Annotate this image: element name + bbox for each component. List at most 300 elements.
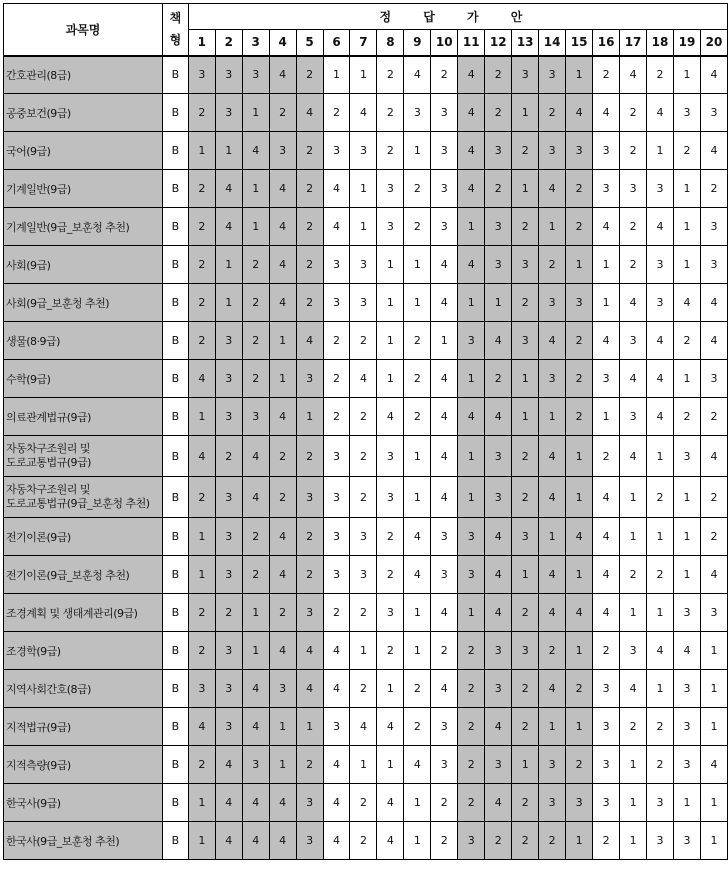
answer-cell: 2 — [431, 632, 458, 670]
answer-cell: 4 — [431, 436, 458, 477]
answer-cell: 3 — [485, 632, 512, 670]
answer-cell: 1 — [566, 708, 593, 746]
answer-cell: 1 — [674, 246, 701, 284]
booklet-cell: B — [162, 632, 188, 670]
answer-cell: 2 — [620, 246, 647, 284]
answer-cell: 3 — [323, 436, 350, 477]
booklet-cell: B — [162, 670, 188, 708]
answer-cell: 1 — [377, 322, 404, 360]
answer-cell: 1 — [512, 398, 539, 436]
answer-cell: 2 — [485, 94, 512, 132]
question-number-header: 7 — [350, 30, 377, 56]
answer-cell: 2 — [296, 170, 323, 208]
answer-cell: 1 — [269, 746, 296, 784]
answer-cell: 1 — [458, 477, 485, 518]
answer-cell: 4 — [323, 208, 350, 246]
answer-cell: 1 — [242, 594, 269, 632]
answer-cell: 4 — [404, 746, 431, 784]
answer-cell: 4 — [647, 398, 674, 436]
answer-cell: 1 — [458, 436, 485, 477]
answer-cell: 2 — [674, 322, 701, 360]
answer-cell: 2 — [647, 477, 674, 518]
subject-cell: 사회(9급) — [4, 246, 163, 284]
answer-cell: 1 — [269, 708, 296, 746]
answer-cell: 2 — [296, 208, 323, 246]
answer-cell: 2 — [458, 784, 485, 822]
answer-cell: 4 — [296, 94, 323, 132]
answers-group-header — [188, 4, 727, 30]
answer-cell: 2 — [377, 518, 404, 556]
question-number-header: 4 — [269, 30, 296, 56]
answer-cell: 3 — [215, 322, 242, 360]
answer-cell: 1 — [674, 56, 701, 94]
answer-cell: 2 — [647, 708, 674, 746]
answer-cell: 2 — [700, 170, 727, 208]
answer-cell: 3 — [620, 322, 647, 360]
subject-cell: 자동차구조원리 및 도로교통법규(9급_보훈청 추천) — [4, 477, 163, 518]
question-number-header: 15 — [566, 30, 593, 56]
answer-cell: 4 — [620, 360, 647, 398]
answer-cell: 1 — [458, 284, 485, 322]
answer-cell: 1 — [350, 746, 377, 784]
table-row — [4, 436, 728, 477]
answer-cell: 2 — [431, 784, 458, 822]
answer-cell: 4 — [215, 822, 242, 860]
answer-cell: 4 — [323, 670, 350, 708]
answer-cell: 2 — [512, 477, 539, 518]
subject-cell: 지역사회간호(8급) — [4, 670, 163, 708]
answer-cell: 4 — [431, 246, 458, 284]
answer-cell: 3 — [323, 132, 350, 170]
answer-cell: 3 — [593, 170, 620, 208]
answer-cell: 4 — [377, 398, 404, 436]
answer-cell: 3 — [674, 746, 701, 784]
question-number-header: 3 — [242, 30, 269, 56]
answer-cell: 3 — [323, 556, 350, 594]
answer-cell: 3 — [323, 518, 350, 556]
answer-cell: 4 — [242, 822, 269, 860]
answer-cell: 1 — [350, 56, 377, 94]
answer-cell: 3 — [539, 132, 566, 170]
answer-cell: 4 — [431, 284, 458, 322]
answer-cell: 3 — [215, 94, 242, 132]
answer-cell: 4 — [269, 170, 296, 208]
answer-cell: 2 — [404, 208, 431, 246]
answer-cell: 1 — [242, 632, 269, 670]
answer-cell: 2 — [377, 94, 404, 132]
table-row — [4, 594, 728, 632]
answer-cell: 1 — [539, 708, 566, 746]
answer-cell: 4 — [377, 822, 404, 860]
answer-cell: 2 — [350, 436, 377, 477]
answer-cell: 1 — [269, 322, 296, 360]
subject-cell: 한국사(9급) — [4, 784, 163, 822]
answer-cell: 4 — [431, 477, 458, 518]
subject-cell: 조경학(9급) — [4, 632, 163, 670]
answer-cell: 2 — [215, 594, 242, 632]
answer-cell: 1 — [323, 56, 350, 94]
answer-cell: 3 — [323, 246, 350, 284]
table-row — [4, 398, 728, 436]
answer-cell: 3 — [647, 784, 674, 822]
answer-cell: 2 — [593, 632, 620, 670]
answer-cell: 3 — [215, 518, 242, 556]
booklet-cell: B — [162, 822, 188, 860]
booklet-cell: B — [162, 284, 188, 322]
answer-cell: 2 — [593, 822, 620, 860]
answer-cell: 3 — [593, 708, 620, 746]
answer-cell: 1 — [539, 398, 566, 436]
answer-cell: 3 — [458, 322, 485, 360]
answer-cell: 1 — [296, 398, 323, 436]
answer-cell: 3 — [647, 170, 674, 208]
answer-cell: 4 — [269, 632, 296, 670]
answer-cell: 4 — [431, 594, 458, 632]
answer-cell: 1 — [512, 360, 539, 398]
subject-cell: 전기이론(9급) — [4, 518, 163, 556]
answer-cell: 1 — [404, 594, 431, 632]
answer-cell: 2 — [296, 246, 323, 284]
answer-cell: 2 — [350, 594, 377, 632]
answer-cell: 1 — [458, 208, 485, 246]
answer-cell: 4 — [377, 784, 404, 822]
answer-cell: 2 — [377, 56, 404, 94]
answer-cell: 2 — [431, 56, 458, 94]
answer-cell: 2 — [593, 56, 620, 94]
answer-cell: 3 — [377, 594, 404, 632]
answer-cell: 1 — [566, 632, 593, 670]
answer-cell: 4 — [485, 518, 512, 556]
answer-cell: 2 — [458, 746, 485, 784]
subject-cell: 조경계획 및 생태계관리(9급) — [4, 594, 163, 632]
answer-cell: 1 — [620, 746, 647, 784]
answer-cell: 4 — [700, 746, 727, 784]
answer-cell: 2 — [350, 670, 377, 708]
subject-column-header: 과목명 — [4, 4, 163, 56]
answer-cell: 4 — [593, 477, 620, 518]
answer-cell: 2 — [566, 170, 593, 208]
answer-cell: 2 — [458, 670, 485, 708]
question-number-header: 17 — [620, 30, 647, 56]
answer-cell: 1 — [566, 246, 593, 284]
answer-cell: 4 — [323, 822, 350, 860]
question-number-header: 11 — [458, 30, 485, 56]
answer-cell: 1 — [188, 556, 215, 594]
booklet-cell: B — [162, 518, 188, 556]
answer-cell: 1 — [620, 822, 647, 860]
answer-cell: 3 — [215, 708, 242, 746]
answer-cell: 4 — [458, 170, 485, 208]
answer-cell: 2 — [512, 132, 539, 170]
answer-cell: 3 — [539, 784, 566, 822]
answer-cell: 4 — [485, 594, 512, 632]
answer-cell: 4 — [620, 56, 647, 94]
answer-cell: 4 — [647, 360, 674, 398]
answer-cell: 1 — [188, 398, 215, 436]
answer-cell: 3 — [674, 670, 701, 708]
answer-cell: 2 — [620, 94, 647, 132]
answer-cell: 3 — [458, 556, 485, 594]
table-row — [4, 518, 728, 556]
answer-cell: 1 — [674, 360, 701, 398]
answer-cell: 3 — [700, 208, 727, 246]
answer-cell: 1 — [215, 246, 242, 284]
answer-cell: 4 — [647, 632, 674, 670]
answer-cell: 1 — [566, 436, 593, 477]
answer-cell: 4 — [700, 132, 727, 170]
answer-cell: 2 — [296, 518, 323, 556]
answer-cell: 4 — [620, 436, 647, 477]
answer-cell: 1 — [539, 518, 566, 556]
answer-cell: 2 — [458, 632, 485, 670]
answer-cell: 1 — [377, 246, 404, 284]
answer-cell: 1 — [188, 822, 215, 860]
answer-cell: 1 — [700, 822, 727, 860]
answer-cell: 4 — [242, 132, 269, 170]
question-number-header: 8 — [377, 30, 404, 56]
answer-cell: 2 — [539, 632, 566, 670]
answer-cell: 4 — [458, 56, 485, 94]
answer-cell: 1 — [674, 170, 701, 208]
answer-cell: 3 — [431, 132, 458, 170]
answer-cell: 3 — [485, 670, 512, 708]
answer-cell: 3 — [296, 822, 323, 860]
answer-cell: 4 — [323, 632, 350, 670]
answer-cell: 1 — [593, 284, 620, 322]
answer-cell: 3 — [242, 398, 269, 436]
answer-cell: 4 — [269, 208, 296, 246]
answer-cell: 3 — [700, 94, 727, 132]
answer-cell: 3 — [350, 556, 377, 594]
answer-cell: 3 — [674, 708, 701, 746]
answer-cell: 3 — [431, 746, 458, 784]
answer-cell: 3 — [485, 746, 512, 784]
table-row — [4, 94, 728, 132]
answer-cell: 2 — [566, 398, 593, 436]
answer-cell: 3 — [431, 556, 458, 594]
answer-cell: 2 — [377, 556, 404, 594]
booklet-cell: B — [162, 477, 188, 518]
question-number-header: 12 — [485, 30, 512, 56]
answer-cell: 2 — [566, 360, 593, 398]
question-number-header: 9 — [404, 30, 431, 56]
answer-cell: 1 — [674, 208, 701, 246]
answer-cell: 4 — [269, 398, 296, 436]
answer-cell: 2 — [188, 477, 215, 518]
answer-cell: 3 — [188, 56, 215, 94]
subject-cell: 의료관계법규(9급) — [4, 398, 163, 436]
answer-cell: 3 — [269, 670, 296, 708]
answer-cell: 4 — [485, 784, 512, 822]
answer-cell: 2 — [566, 322, 593, 360]
answer-cell: 1 — [404, 822, 431, 860]
answer-cell: 4 — [566, 518, 593, 556]
answer-cell: 4 — [485, 708, 512, 746]
answer-cell: 4 — [700, 436, 727, 477]
answer-cell: 2 — [350, 322, 377, 360]
table-row — [4, 670, 728, 708]
answer-cell: 3 — [296, 477, 323, 518]
answer-cell: 1 — [431, 322, 458, 360]
question-number-header: 16 — [593, 30, 620, 56]
answer-cell: 2 — [188, 594, 215, 632]
table-row — [4, 360, 728, 398]
answer-cell: 1 — [458, 360, 485, 398]
answer-cell: 4 — [269, 246, 296, 284]
answer-cell: 4 — [593, 322, 620, 360]
answer-cell: 1 — [242, 170, 269, 208]
answer-cell: 4 — [700, 556, 727, 594]
answer-cell: 3 — [431, 94, 458, 132]
answer-cell: 2 — [215, 436, 242, 477]
table-row — [4, 746, 728, 784]
answer-cell: 4 — [539, 436, 566, 477]
answer-cell: 2 — [539, 94, 566, 132]
answer-cell: 4 — [458, 398, 485, 436]
answer-cell: 2 — [512, 670, 539, 708]
answer-cell: 4 — [485, 556, 512, 594]
answer-cell: 1 — [620, 594, 647, 632]
answer-cell: 2 — [512, 208, 539, 246]
answer-cell: 1 — [674, 556, 701, 594]
answer-cell: 2 — [512, 784, 539, 822]
answer-cell: 4 — [215, 170, 242, 208]
answer-cell: 2 — [404, 170, 431, 208]
table-row — [4, 208, 728, 246]
subject-cell: 국어(9급) — [4, 132, 163, 170]
answer-cell: 1 — [647, 594, 674, 632]
subject-cell: 간호관리(8급) — [4, 56, 163, 94]
answer-cell: 1 — [188, 784, 215, 822]
answer-cell: 4 — [674, 284, 701, 322]
booklet-cell: B — [162, 708, 188, 746]
answer-cell: 4 — [350, 708, 377, 746]
answer-cell: 3 — [458, 518, 485, 556]
answer-table-container — [3, 3, 728, 860]
answer-cell: 4 — [269, 284, 296, 322]
answer-cell: 4 — [296, 632, 323, 670]
answer-cell: 4 — [242, 477, 269, 518]
answer-cell: 3 — [485, 436, 512, 477]
answer-cell: 1 — [404, 632, 431, 670]
booklet-cell: B — [162, 398, 188, 436]
booklet-cell: B — [162, 208, 188, 246]
question-number-header: 6 — [323, 30, 350, 56]
answer-cell: 1 — [700, 784, 727, 822]
answer-cell: 4 — [647, 208, 674, 246]
answer-cell: 1 — [350, 208, 377, 246]
answer-cell: 3 — [566, 784, 593, 822]
answer-cell: 1 — [700, 670, 727, 708]
answer-cell: 1 — [620, 784, 647, 822]
answer-cell: 3 — [377, 170, 404, 208]
table-row — [4, 556, 728, 594]
answer-cell: 2 — [700, 477, 727, 518]
answer-cell: 3 — [188, 670, 215, 708]
answer-cell: 2 — [512, 284, 539, 322]
answer-cell: 1 — [242, 94, 269, 132]
answer-cell: 4 — [593, 556, 620, 594]
answer-cell: 4 — [323, 784, 350, 822]
answer-cell: 2 — [188, 170, 215, 208]
question-number-header: 10 — [431, 30, 458, 56]
booklet-cell: B — [162, 56, 188, 94]
answer-cell: 1 — [566, 822, 593, 860]
answer-cell: 4 — [539, 594, 566, 632]
answer-cell: 2 — [350, 784, 377, 822]
booklet-header-line1: 책 — [169, 11, 182, 26]
answer-cell: 4 — [485, 322, 512, 360]
answer-cell: 4 — [188, 436, 215, 477]
answer-cell: 4 — [566, 594, 593, 632]
answer-cell: 4 — [700, 284, 727, 322]
answer-cell: 4 — [269, 556, 296, 594]
question-number-header: 18 — [647, 30, 674, 56]
answer-cell: 1 — [296, 708, 323, 746]
answer-cell: 3 — [350, 518, 377, 556]
answer-cell: 3 — [674, 436, 701, 477]
answer-cell: 1 — [700, 708, 727, 746]
answer-cell: 2 — [404, 360, 431, 398]
answer-cell: 2 — [350, 477, 377, 518]
answer-cell: 2 — [296, 746, 323, 784]
answer-cell: 2 — [242, 556, 269, 594]
answer-cell: 2 — [323, 360, 350, 398]
answer-cell: 1 — [674, 784, 701, 822]
answer-cell: 4 — [539, 477, 566, 518]
answer-cell: 2 — [377, 632, 404, 670]
answer-cell: 1 — [377, 360, 404, 398]
answer-cell: 1 — [188, 518, 215, 556]
answer-cell: 2 — [647, 746, 674, 784]
answer-cell: 2 — [647, 556, 674, 594]
answer-cell: 3 — [458, 822, 485, 860]
answer-cell: 3 — [323, 708, 350, 746]
subject-cell: 지적법규(9급) — [4, 708, 163, 746]
answer-cell: 3 — [700, 246, 727, 284]
answer-cell: 3 — [539, 284, 566, 322]
answer-cell: 3 — [512, 518, 539, 556]
answer-cell: 4 — [566, 94, 593, 132]
answer-cell: 3 — [215, 360, 242, 398]
answer-cell: 2 — [566, 208, 593, 246]
answer-cell: 4 — [242, 784, 269, 822]
answer-cell: 2 — [269, 594, 296, 632]
answer-cell: 1 — [647, 132, 674, 170]
answer-cell: 3 — [431, 208, 458, 246]
answer-cell: 2 — [593, 436, 620, 477]
answer-cell: 2 — [404, 322, 431, 360]
answer-cell: 4 — [215, 784, 242, 822]
answer-cell: 2 — [269, 436, 296, 477]
answer-cell: 1 — [377, 670, 404, 708]
answer-cell: 4 — [539, 170, 566, 208]
answer-cell: 2 — [323, 322, 350, 360]
answer-cell: 4 — [242, 436, 269, 477]
subject-cell: 기계일반(9급) — [4, 170, 163, 208]
answer-cell: 3 — [377, 436, 404, 477]
answer-cell: 1 — [647, 518, 674, 556]
answer-cell: 2 — [404, 670, 431, 708]
answer-cell: 1 — [647, 436, 674, 477]
answer-cell: 2 — [350, 822, 377, 860]
answer-cell: 2 — [485, 822, 512, 860]
answer-cell: 3 — [215, 632, 242, 670]
answer-cell: 3 — [296, 360, 323, 398]
answer-cell: 1 — [404, 246, 431, 284]
answer-cell: 3 — [593, 360, 620, 398]
answer-cell: 3 — [566, 132, 593, 170]
